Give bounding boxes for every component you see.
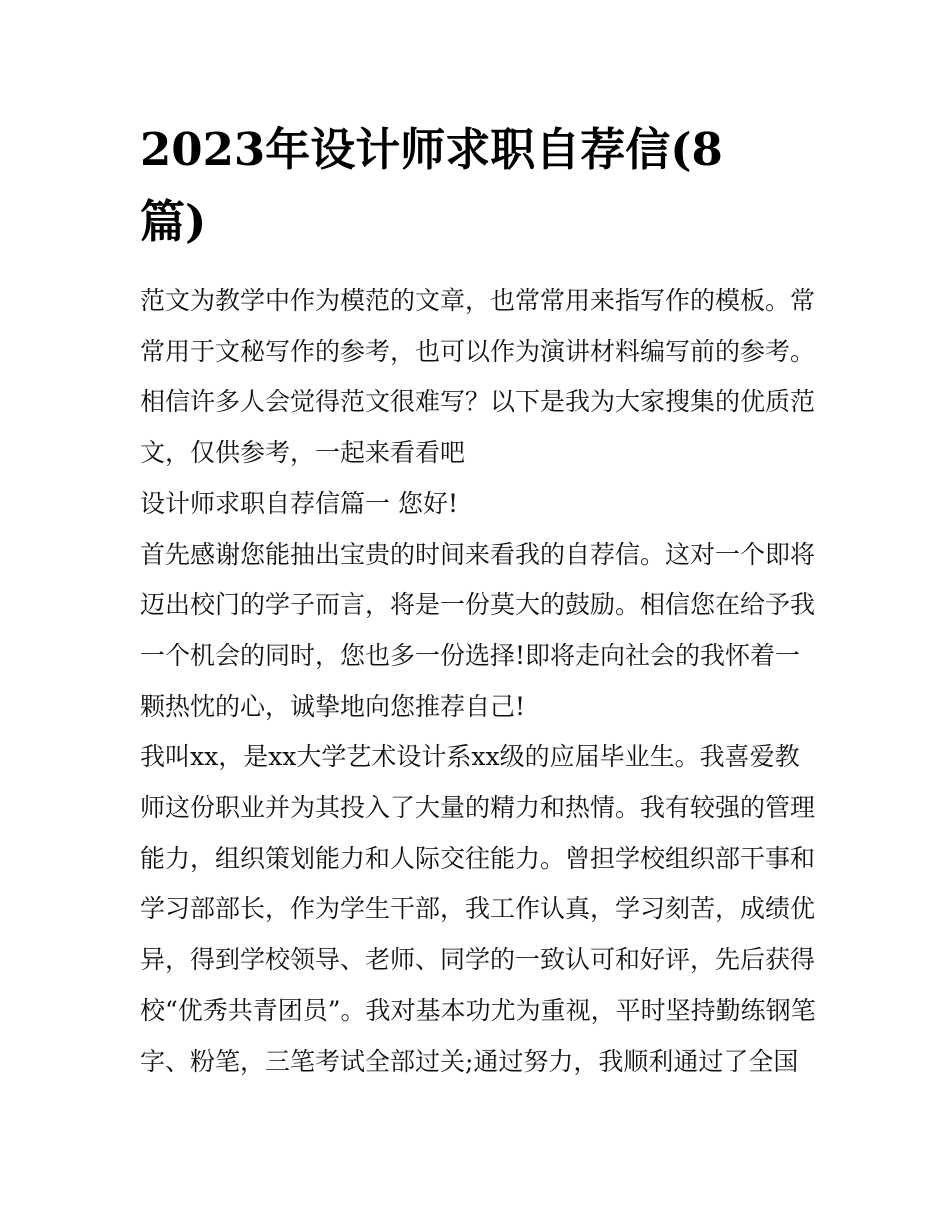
body-line: 师这份职业并为其投入了大量的精力和热情。我有较强的管理: [140, 793, 816, 823]
body-line: 能力，组织策划能力和人际交往能力。曾担学校组织部干事和: [140, 843, 816, 873]
body-line: 字、粉笔，三笔考试全部过关;通过努力，我顺利通过了全国: [140, 1046, 799, 1076]
body-line: 异，得到学校领导、老师、同学的一致认可和好评，先后获得: [140, 945, 816, 975]
body-line: 常用于文秘写作的参考，也可以作为演讲材料编写前的参考。: [140, 336, 816, 366]
body-line: 颗热忱的心，诚挚地向您推荐自己!: [140, 691, 526, 721]
document-body: [140, 276, 820, 1087]
title-line: 篇): [140, 195, 207, 248]
body-line: 我叫xx，是xx大学艺术设计系xx级的应届毕业生。我喜爱教: [140, 742, 800, 772]
document-content: [140, 114, 820, 1087]
body-line: 学习部部长，作为学生干部，我工作认真，学习刻苦，成绩优: [140, 894, 816, 924]
body-line: 校“优秀共青团员”。我对基本功尤为重视，平时坚持勤练钢笔: [140, 995, 816, 1025]
section-heading: 设计师求职自荐信篇一 您好!: [140, 488, 458, 518]
title-line: 2023年设计师求职自荐信(8: [140, 123, 723, 176]
body-line: 范文为教学中作为模范的文章，也常常用来指写作的模板。常: [140, 286, 816, 315]
body-line: 首先感谢您能抽出宝贵的时间来看我的自荐信。这对一个即将: [140, 539, 816, 569]
body-line: 迈出校门的学子而言，将是一份莫大的鼓励。相信您在给予我: [140, 590, 816, 620]
body-line: 文，仅供参考，一起来看看吧: [140, 438, 466, 468]
body-line: 一个机会的同时，您也多一份选择!即将走向社会的我怀着一: [140, 640, 801, 670]
body-line: 相信许多人会觉得范文很难写？以下是我为大家搜集的优质范: [140, 387, 816, 417]
document-title: [140, 114, 820, 258]
